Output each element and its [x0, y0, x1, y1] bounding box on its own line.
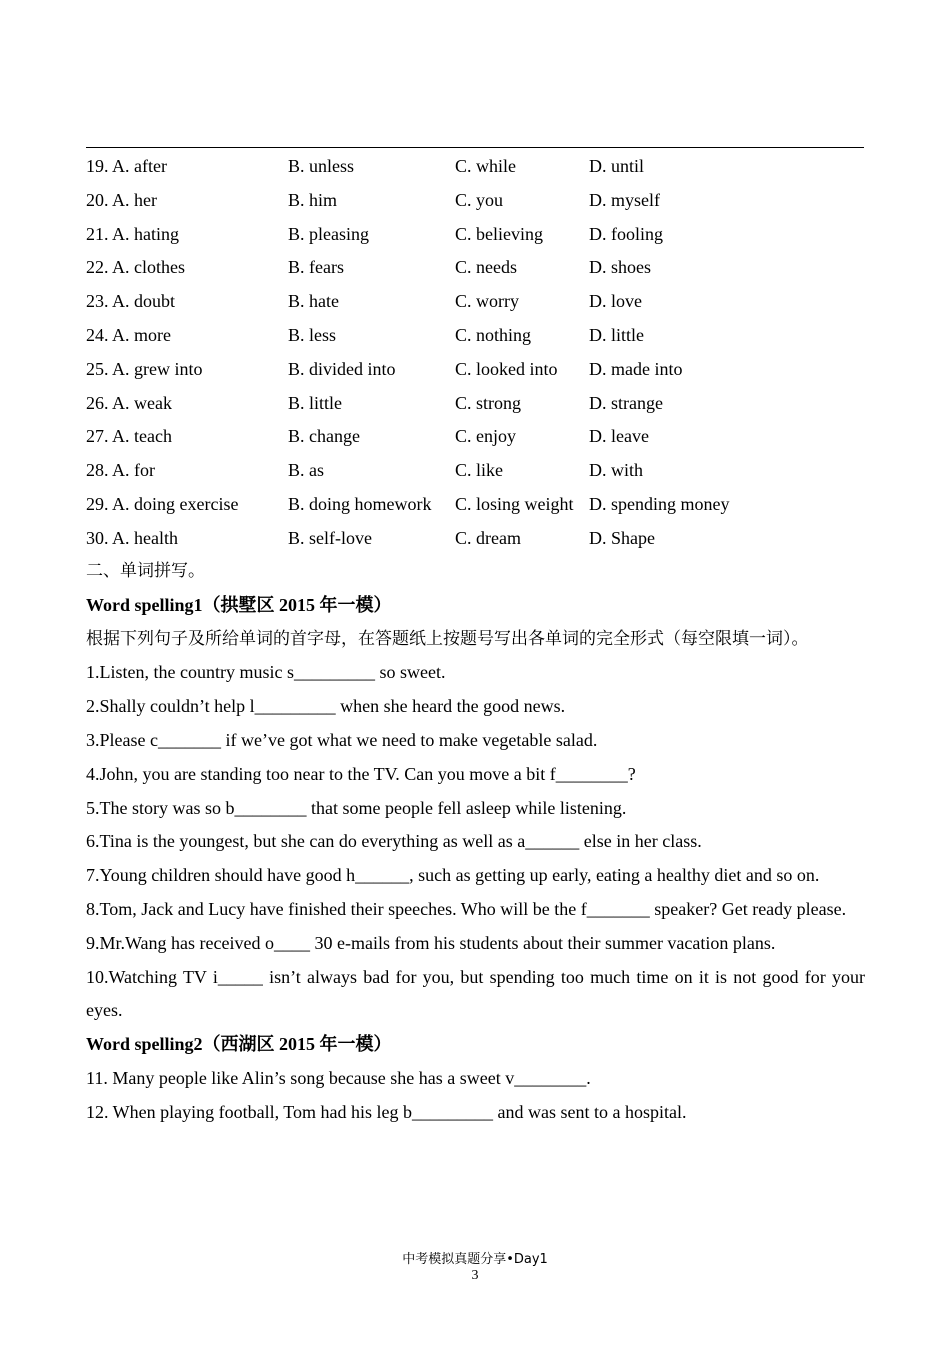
option-row: 29. A. doing exercise B. doing homework C. losing weight D. spending money: [86, 493, 730, 514]
sentence: 9.Mr.Wang has received o____ 30 e-mails from his students about their summer vacation plans.: [86, 932, 776, 953]
section-heading: 二、单词拼写。: [86, 561, 205, 581]
sentence: 1.Listen, the country music s_________ so sweet.: [86, 662, 446, 683]
sentence: 8.Tom, Jack and Lucy have finished their speeches. Who will be the f_______ speaker? Get ready please.: [86, 898, 847, 919]
sentence: 10.Watching TV i_____ isn’t always bad for you, but spending too much time on it is not good for your eyes.: [86, 966, 865, 1021]
sentence: 5.The story was so b________ that some people fell asleep while listening.: [86, 797, 627, 818]
option-row: 30. A. health B. self-love C. dream D. Shape: [86, 527, 655, 548]
option-row: 22. A. clothes B. fears C. needs D. shoes: [86, 257, 651, 278]
header-rule: [86, 147, 864, 148]
sentence: 11. Many people like Alin’s song because she has a sweet v________.: [86, 1067, 591, 1088]
sentence: 4.John, you are standing too near to the TV. Can you move a bit f________?: [86, 763, 636, 784]
sentence: 6.Tina is the youngest, but she can do everything as well as a______ else in her class.: [86, 831, 702, 852]
part2-title: Word spelling2（西湖区 2015 年一模）: [86, 1034, 392, 1055]
sentence: 7.Young children should have good h______, such as getting up early, eating a healthy diet and so on.: [86, 865, 820, 886]
page-number: 3: [471, 1268, 479, 1283]
sentence: 3.Please c_______ if we’ve got what we need to make vegetable salad.: [86, 729, 598, 750]
option-row: 26. A. weak B. little C. strong D. strange: [86, 392, 663, 413]
option-row: 27. A. teach B. change C. enjoy D. leave: [86, 426, 649, 447]
option-row: 21. A. hating B. pleasing C. believing D. fooling: [86, 223, 663, 244]
sentence: 2.Shally couldn’t help l_________ when she heard the good news.: [86, 696, 566, 717]
part1-title: Word spelling1（拱墅区 2015 年一模）: [86, 594, 392, 615]
option-row: 25. A. grew into B. divided into C. looked into D. made into: [86, 358, 683, 379]
option-row: 24. A. more B. less C. nothing D. little: [86, 324, 644, 345]
sentence: 12. When playing football, Tom had his leg b_________ and was sent to a hospital.: [86, 1101, 687, 1122]
option-row: 19. A. after B. unless C. while D. until: [86, 156, 645, 176]
option-row: 23. A. doubt B. hate C. worry D. love: [86, 291, 642, 312]
answer-options: [86, 150, 864, 556]
option-row: 28. A. for B. as C. like D. with: [86, 460, 643, 481]
word-spelling-section: [86, 555, 865, 1130]
instructions: 根据下列句子及所给单词的首字母，在答题纸上按题号写出各单词的完全形式（每空限填一词）。: [86, 628, 809, 649]
footer-title: 中考模拟真题分享•Day1: [402, 1252, 548, 1267]
option-row: 20. A. her B. him C. you D. myself: [86, 189, 660, 210]
